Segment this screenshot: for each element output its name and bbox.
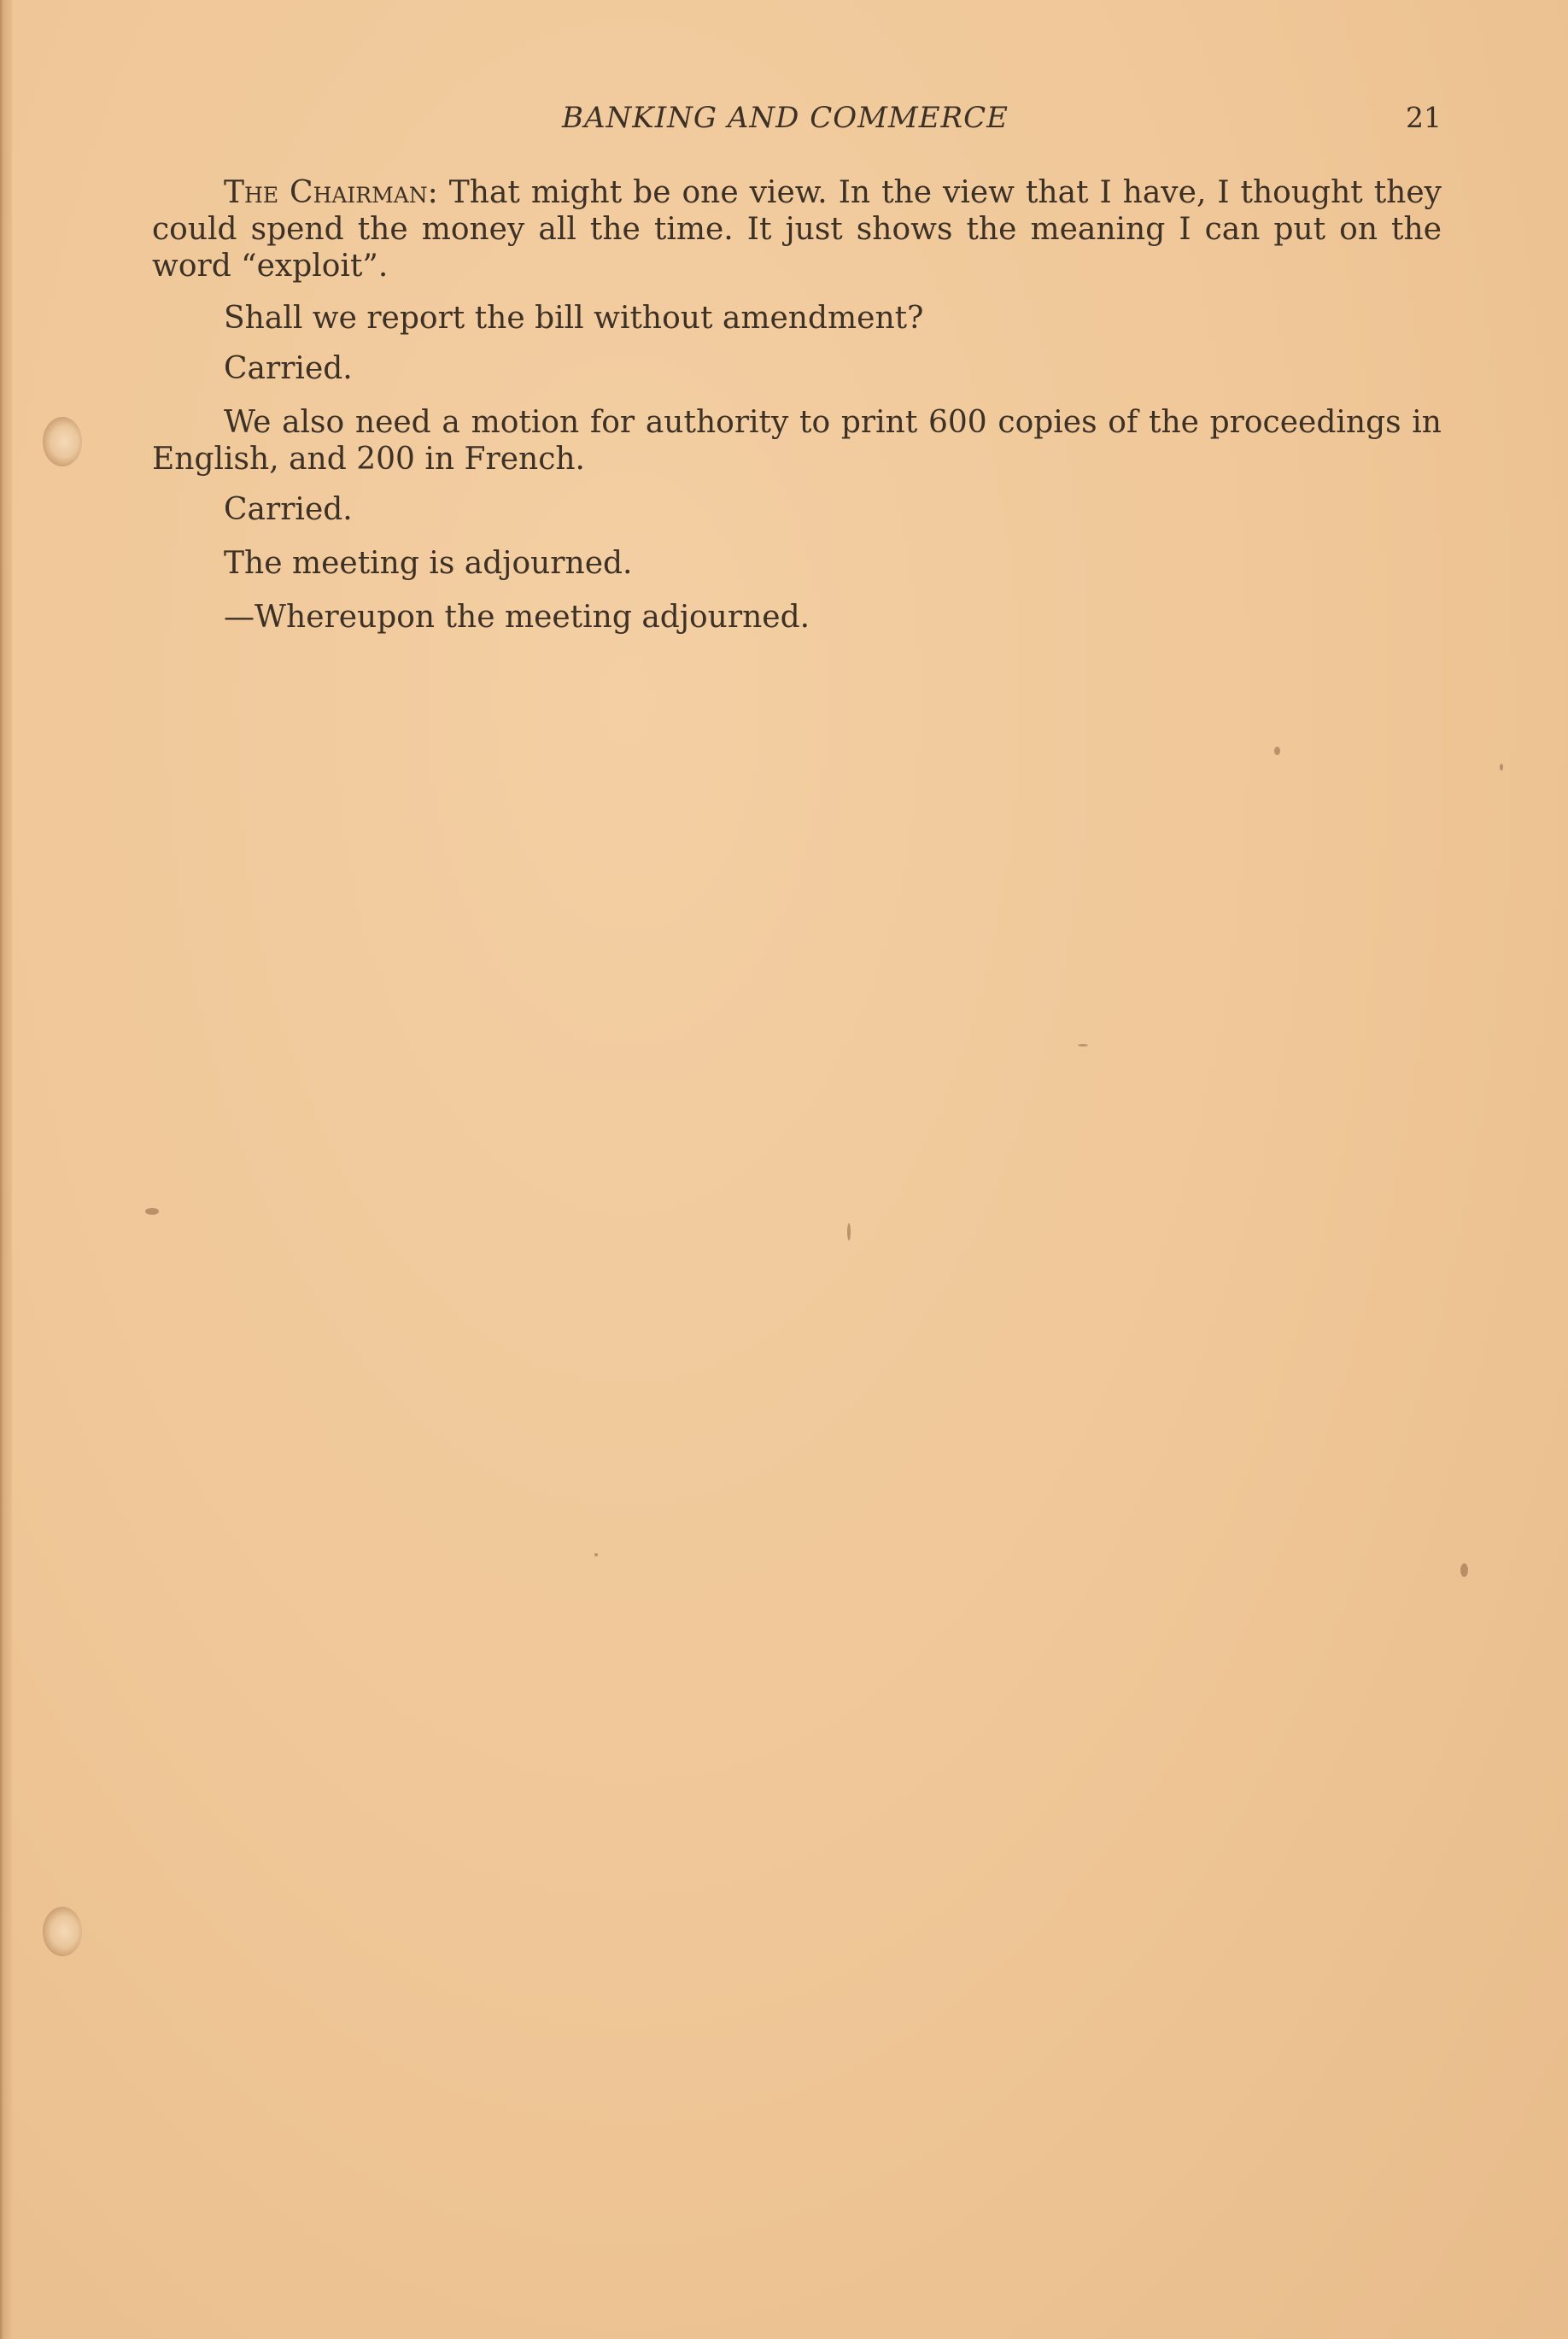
page-number: 21 [1406,101,1442,134]
paper-speck [145,1208,159,1215]
speaker-name: The Chairman [224,175,428,210]
paper-speck [1500,764,1503,771]
paragraph-text: : That might be one view. In the view that I have, I thought they could spend the money all the time. It just shows the meaning I can put on the word “exploit”. [152,175,1442,284]
paper-speck [594,1553,598,1556]
body-text [152,174,1442,636]
paragraph-whereupon: —Whereupon the meeting adjourned. [224,600,810,635]
punch-hole [43,417,82,466]
paper-speck [1460,1563,1468,1577]
paragraph-chairman [152,174,1442,284]
paragraph-carried-1: Carried. [224,351,353,386]
paragraph-report-question: Shall we report the bill without amendment? [224,301,924,336]
paragraph-adjourned: The meeting is adjourned. [224,546,633,581]
page-edge [0,0,12,2339]
paragraph-print-motion: We also need a motion for authority to print 600 copies of the proceedings in English, and 200 in French. [152,405,1442,477]
paragraph-carried-2: Carried. [224,492,353,527]
paper-speck [847,1223,851,1240]
running-title: BANKING AND COMMERCE [562,101,1009,135]
punch-hole [43,1907,82,1956]
paper-speck [1274,747,1280,755]
paper-speck [1078,1044,1088,1046]
page-header [152,101,1442,138]
